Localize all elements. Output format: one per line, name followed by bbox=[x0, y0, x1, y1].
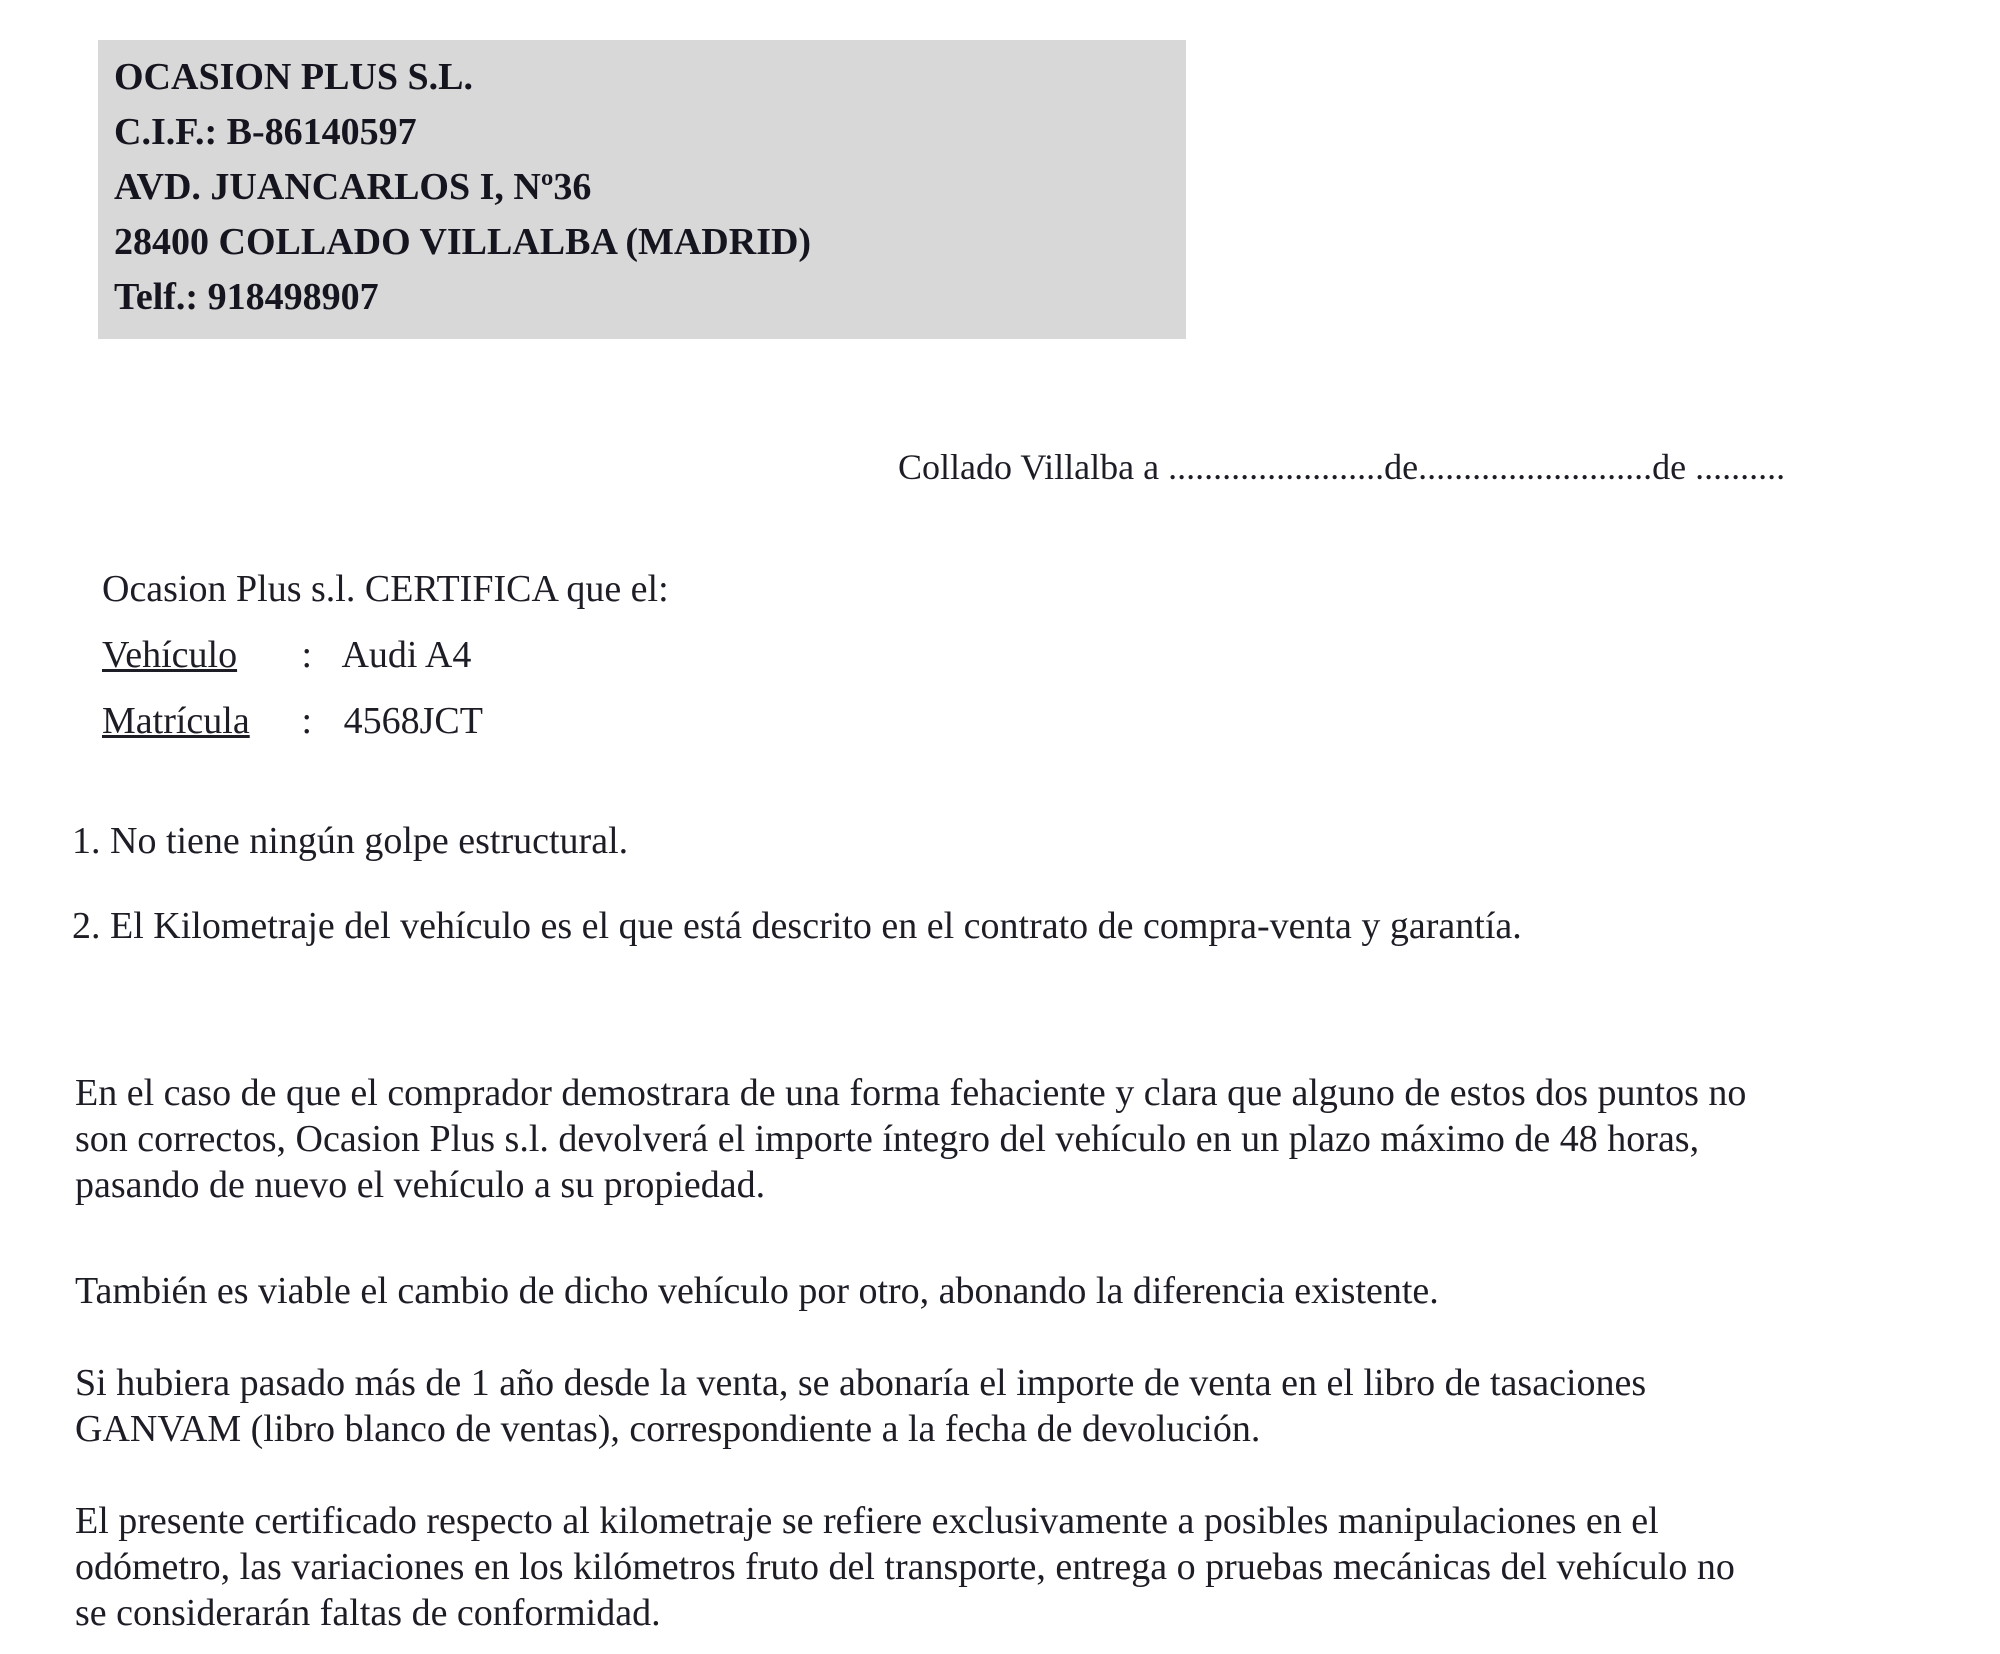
company-postal-city: 28400 COLLADO VILLALBA (MADRID) bbox=[114, 221, 812, 263]
exchange-paragraph: También es viable el cambio de dicho vehículo por otro, abonando la diferencia existente. bbox=[75, 1270, 1439, 1312]
company-name: OCASION PLUS S.L. bbox=[114, 56, 473, 98]
company-info-box bbox=[98, 40, 1186, 339]
plate-value: 4568JCT bbox=[343, 700, 483, 742]
plate-row bbox=[102, 688, 669, 754]
vehicle-row bbox=[102, 622, 669, 688]
date-place-line: Collado Villalba a ........................de..........................de .......... bbox=[898, 447, 1786, 487]
vehicle-colon: : bbox=[301, 634, 313, 676]
certification-block bbox=[102, 556, 669, 754]
clause-1: 1. No tiene ningún golpe estructural. bbox=[72, 820, 629, 862]
refund-paragraph: En el caso de que el comprador demostrara de una forma fehaciente y clara que alguno de estos dos puntos no son correctos, Ocasion Plus s.l. devolverá el importe íntegro del vehículo en un plazo máximo de 48 horas, pasando de nuevo el vehículo a su propiedad. bbox=[75, 1072, 1747, 1206]
company-cif: C.I.F.: B-86140597 bbox=[114, 111, 417, 153]
certifies-line: Ocasion Plus s.l. CERTIFICA que el: bbox=[102, 568, 669, 610]
ganvam-paragraph: Si hubiera pasado más de 1 año desde la venta, se abonaría el importe de venta en el libro de tasaciones GANVAM (libro blanco de ventas), correspondiente a la fecha de devolución. bbox=[75, 1362, 1647, 1450]
plate-label: Matrícula bbox=[102, 700, 250, 742]
vehicle-label: Vehículo bbox=[102, 634, 238, 676]
company-phone: Telf.: 918498907 bbox=[114, 276, 379, 318]
company-address: AVD. JUANCARLOS I, Nº36 bbox=[114, 166, 592, 208]
clause-2: 2. El Kilometraje del vehículo es el que está descrito en el contrato de compra-venta y garantía. bbox=[72, 905, 1522, 947]
odometer-paragraph: El presente certificado respecto al kilometraje se refiere exclusivamente a posibles manipulaciones en el odómetro, las variaciones en los kilómetros fruto del transporte, entrega o pruebas mecánicas del vehículo no se considerarán faltas de conformidad. bbox=[75, 1500, 1735, 1634]
vehicle-value: Audi A4 bbox=[341, 634, 472, 676]
plate-colon: : bbox=[301, 700, 313, 742]
